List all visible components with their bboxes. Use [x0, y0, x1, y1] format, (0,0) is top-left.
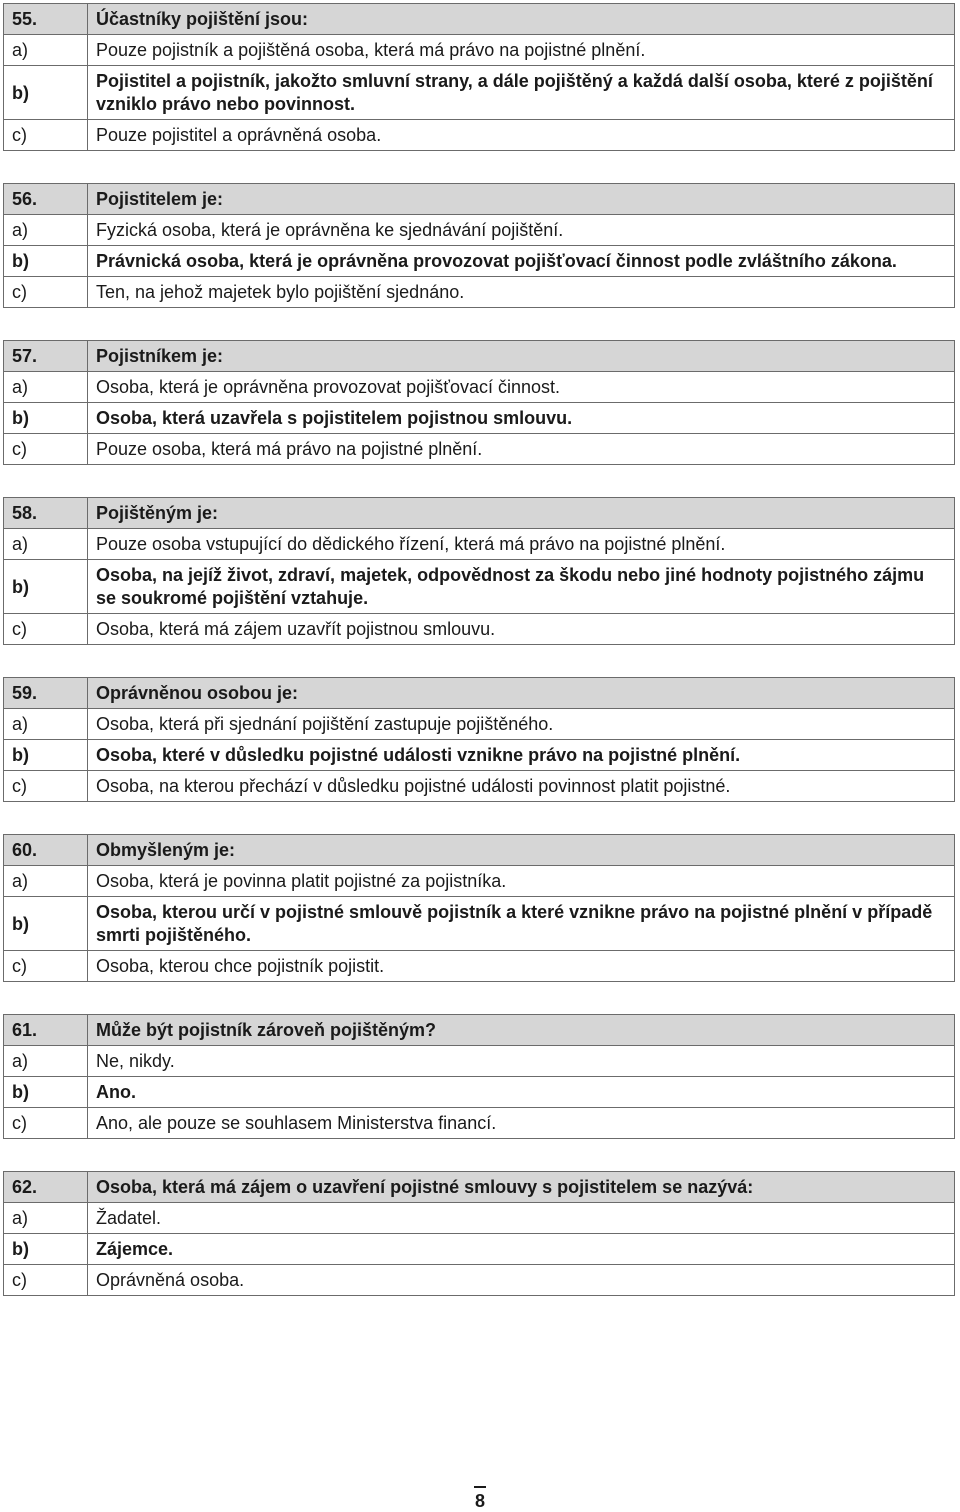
answer-label: a) — [4, 35, 88, 66]
answer-label: b) — [4, 246, 88, 277]
question-text: Může být pojistník zároveň pojištěným? — [88, 1015, 955, 1046]
page-footer — [0, 1486, 960, 1512]
question-text: Oprávněnou osobou je: — [88, 678, 955, 709]
answer-label: c) — [4, 434, 88, 465]
question-table — [3, 1171, 955, 1296]
answer-text: Osoba, která je oprávněna provozovat pojišťovací činnost. — [88, 372, 955, 403]
answer-label: b) — [4, 66, 88, 120]
question-block — [3, 1014, 955, 1139]
answer-row — [4, 709, 955, 740]
page-number-rule — [474, 1486, 486, 1488]
answer-row-correct — [4, 403, 955, 434]
question-header-row — [4, 678, 955, 709]
question-text: Pojistníkem je: — [88, 341, 955, 372]
question-number: 62. — [4, 1172, 88, 1203]
question-text: Pojistitelem je: — [88, 184, 955, 215]
answer-text: Osoba, na jejíž život, zdraví, majetek, odpovědnost za škodu nebo jiné hodnoty pojistného zájmu se soukromé pojištění vztahuje. — [88, 560, 955, 614]
answer-row — [4, 277, 955, 308]
answer-row-correct — [4, 897, 955, 951]
answer-text: Zájemce. — [88, 1234, 955, 1265]
answer-text: Osoba, která uzavřela s pojistitelem pojistnou smlouvu. — [88, 403, 955, 434]
answer-label: b) — [4, 560, 88, 614]
question-header-row — [4, 341, 955, 372]
answer-label: a) — [4, 529, 88, 560]
answer-text: Osoba, kterou určí v pojistné smlouvě pojistník a které vznikne právo na pojistné plnění v případě smrti pojištěného. — [88, 897, 955, 951]
question-text: Osoba, která má zájem o uzavření pojistné smlouvy s pojistitelem se nazývá: — [88, 1172, 955, 1203]
question-block — [3, 3, 955, 151]
answer-row — [4, 434, 955, 465]
question-header-row — [4, 4, 955, 35]
answer-row — [4, 215, 955, 246]
answer-label: b) — [4, 1234, 88, 1265]
answer-text: Pouze pojistník a pojištěná osoba, která má právo na pojistné plnění. — [88, 35, 955, 66]
question-number: 55. — [4, 4, 88, 35]
question-number: 61. — [4, 1015, 88, 1046]
answer-row — [4, 1265, 955, 1296]
question-block — [3, 677, 955, 802]
question-block — [3, 834, 955, 982]
question-number: 58. — [4, 498, 88, 529]
question-header-row — [4, 184, 955, 215]
answer-row-correct — [4, 740, 955, 771]
answer-text: Žadatel. — [88, 1203, 955, 1234]
page-number: 8 — [474, 1491, 485, 1511]
answer-row — [4, 1046, 955, 1077]
answer-text: Ne, nikdy. — [88, 1046, 955, 1077]
answer-text: Pojistitel a pojistník, jakožto smluvní strany, a dále pojištěný a každá další osoba, které z pojištění vzniklo právo nebo povinnost. — [88, 66, 955, 120]
answer-label: c) — [4, 951, 88, 982]
answer-row — [4, 951, 955, 982]
question-table — [3, 183, 955, 308]
question-table — [3, 834, 955, 982]
question-table — [3, 1014, 955, 1139]
answer-row-correct — [4, 66, 955, 120]
answer-label: b) — [4, 1077, 88, 1108]
answer-label: b) — [4, 403, 88, 434]
answer-row — [4, 35, 955, 66]
answer-row — [4, 529, 955, 560]
answer-label: b) — [4, 897, 88, 951]
answer-row — [4, 372, 955, 403]
answer-row — [4, 1203, 955, 1234]
answer-label: a) — [4, 866, 88, 897]
answer-row-correct — [4, 1234, 955, 1265]
answer-row-correct — [4, 1077, 955, 1108]
question-table — [3, 677, 955, 802]
answer-text: Pouze pojistitel a oprávněná osoba. — [88, 120, 955, 151]
question-number: 60. — [4, 835, 88, 866]
answer-text: Osoba, která je povinna platit pojistné za pojistníka. — [88, 866, 955, 897]
answer-text: Osoba, které v důsledku pojistné události vznikne právo na pojistné plnění. — [88, 740, 955, 771]
answer-row — [4, 1108, 955, 1139]
question-block — [3, 183, 955, 308]
answer-label: c) — [4, 1265, 88, 1296]
answer-text: Ano. — [88, 1077, 955, 1108]
answer-text: Fyzická osoba, která je oprávněna ke sjednávání pojištění. — [88, 215, 955, 246]
question-text: Účastníky pojištění jsou: — [88, 4, 955, 35]
question-block — [3, 497, 955, 645]
answer-text: Právnická osoba, která je oprávněna provozovat pojišťovací činnost podle zvláštního zákona. — [88, 246, 955, 277]
question-table — [3, 3, 955, 151]
question-table — [3, 340, 955, 465]
answer-text: Pouze osoba vstupující do dědického řízení, která má právo na pojistné plnění. — [88, 529, 955, 560]
answer-text: Ano, ale pouze se souhlasem Ministerstva financí. — [88, 1108, 955, 1139]
answer-row — [4, 120, 955, 151]
answer-label: a) — [4, 1203, 88, 1234]
question-number: 59. — [4, 678, 88, 709]
answer-text: Osoba, která má zájem uzavřít pojistnou smlouvu. — [88, 614, 955, 645]
answer-label: a) — [4, 215, 88, 246]
question-table — [3, 497, 955, 645]
answer-label: c) — [4, 771, 88, 802]
answer-row — [4, 866, 955, 897]
question-number: 57. — [4, 341, 88, 372]
answer-text: Pouze osoba, která má právo na pojistné plnění. — [88, 434, 955, 465]
answer-label: a) — [4, 372, 88, 403]
answer-label: c) — [4, 1108, 88, 1139]
question-header-row — [4, 1015, 955, 1046]
answer-row-correct — [4, 560, 955, 614]
answer-label: c) — [4, 120, 88, 151]
question-header-row — [4, 1172, 955, 1203]
answer-row — [4, 614, 955, 645]
answer-label: c) — [4, 614, 88, 645]
answer-row — [4, 771, 955, 802]
answer-label: c) — [4, 277, 88, 308]
answer-text: Oprávněná osoba. — [88, 1265, 955, 1296]
question-number: 56. — [4, 184, 88, 215]
answer-label: a) — [4, 1046, 88, 1077]
answer-text: Osoba, kterou chce pojistník pojistit. — [88, 951, 955, 982]
question-header-row — [4, 835, 955, 866]
question-text: Pojištěným je: — [88, 498, 955, 529]
question-block — [3, 340, 955, 465]
answer-text: Osoba, která při sjednání pojištění zastupuje pojištěného. — [88, 709, 955, 740]
answer-text: Osoba, na kterou přechází v důsledku pojistné události povinnost platit pojistné. — [88, 771, 955, 802]
answer-label: b) — [4, 740, 88, 771]
answer-label: a) — [4, 709, 88, 740]
question-text: Obmyšleným je: — [88, 835, 955, 866]
answer-text: Ten, na jehož majetek bylo pojištění sjednáno. — [88, 277, 955, 308]
question-list — [3, 3, 955, 1328]
answer-row-correct — [4, 246, 955, 277]
question-block — [3, 1171, 955, 1296]
question-header-row — [4, 498, 955, 529]
